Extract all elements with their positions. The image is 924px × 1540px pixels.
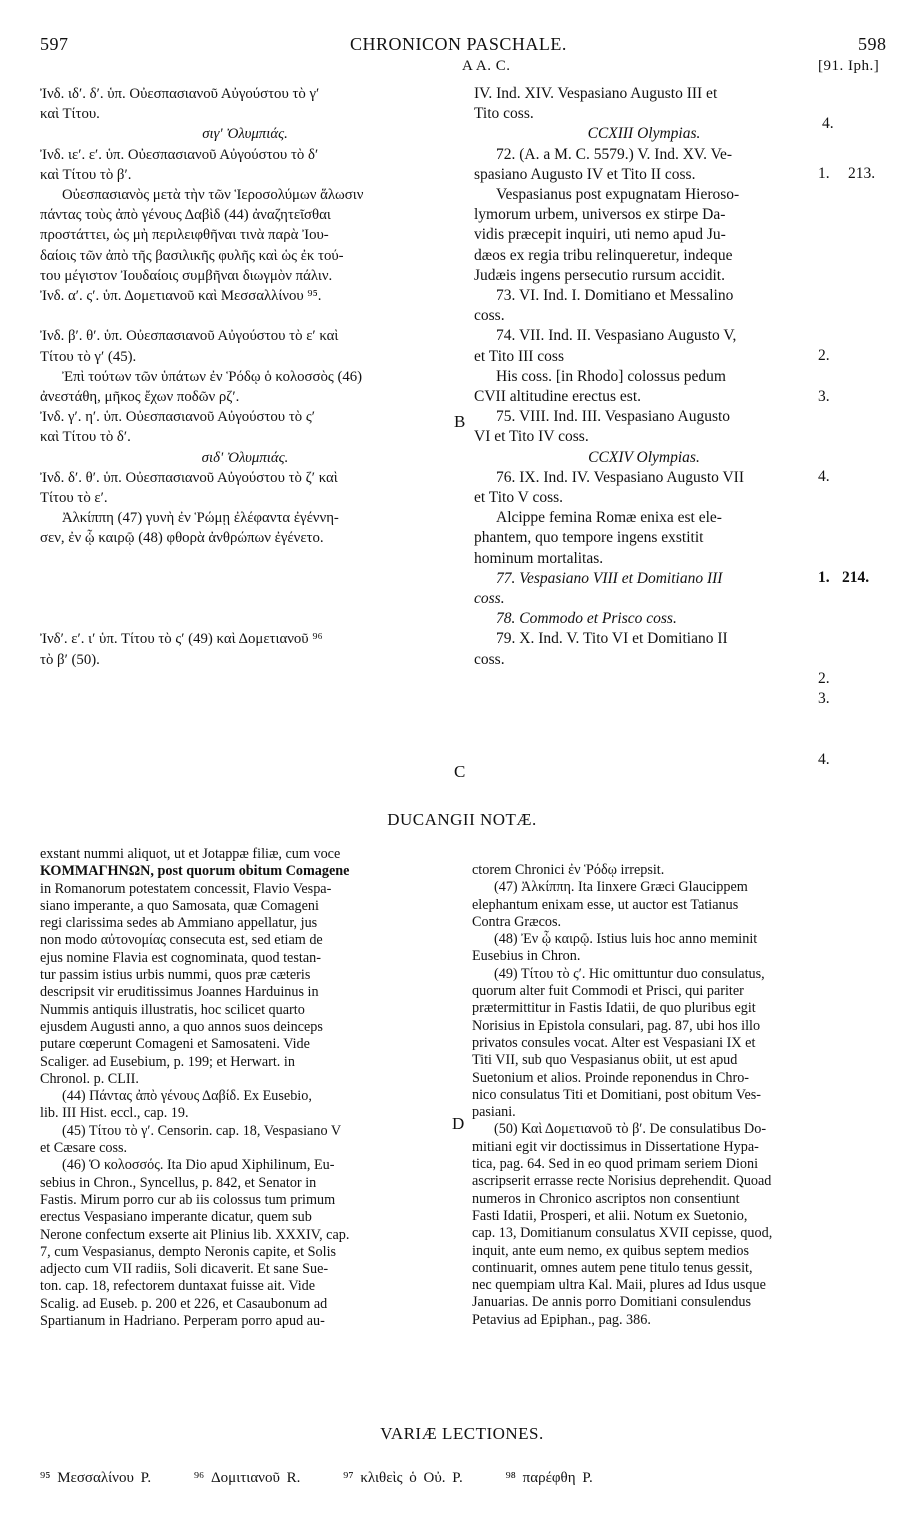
margin-number: 4. <box>822 115 834 132</box>
greek-olympiad-heading: σιγʹ Ὀλυμπιάς. <box>202 126 288 143</box>
note-line: tur passim istius urbis nummi, quos præ cæteris <box>40 967 311 984</box>
greek-line: Ἰνδ. γʹ. ηʹ. ὑπ. Οὐεσπασιανοῦ Αὐγούστου τὸ ςʹ <box>40 409 315 426</box>
greek-line: Ἰνδ. ιεʹ. εʹ. ὑπ. Οὐεσπασιανοῦ Αὐγούστου τὸ δʹ <box>40 146 319 163</box>
note-line: (44) Πάντας ἀπὸ γένους Δαβίδ. Ex Eusebio, <box>62 1088 312 1105</box>
note-line: Januarias. De annis porro Domitiani consulendus <box>472 1294 751 1311</box>
section-letter-d: D <box>452 1114 465 1133</box>
greek-line: Ἰνδ. βʹ. θʹ. ὑπ. Οὐεσπασιανοῦ Αὐγούστου τὸ εʹ καὶ <box>40 328 339 345</box>
note-line: Contra Græcos. <box>472 913 562 930</box>
greek-line: τὸ βʹ (50). <box>40 651 100 668</box>
latin-line: 74. VII. Ind. II. Vespasiano Augusto V, <box>496 327 737 345</box>
latin-line: coss. <box>474 590 505 608</box>
margin-number: 4. <box>818 468 830 485</box>
latin-line: coss. <box>474 650 505 668</box>
latin-line: 73. VI. Ind. I. Domitiano et Messalino <box>496 287 734 305</box>
greek-line: δαίοις τῶν ἀπὸ τῆς βασιλικῆς φυλῆς καὶ ὡς ἐκ τού- <box>40 247 344 264</box>
greek-olympiad-heading: σιδʹ Ὀλυμπιάς. <box>201 449 289 466</box>
latin-line: spasiano Augusto IV et Tito II coss. <box>474 165 696 183</box>
note-line: 7, cum Vespasianus, dempto Neronis capite, et Solis <box>40 1243 337 1260</box>
latin-line: et Tito III coss <box>474 347 564 365</box>
greek-line: Τίτου τὸ γʹ (45). <box>40 348 137 365</box>
latin-line: Vespasianus post expugnatam Hieroso- <box>496 186 740 204</box>
note-line: adjecto cum VII radiis, Soli dicaverit. Et sane Sue- <box>40 1261 329 1278</box>
latin-line: 72. (A. a M. C. 5579.) V. Ind. XV. Ve- <box>496 145 733 163</box>
latin-line: 77. Vespasiano VIII et Domitiano III <box>496 569 723 587</box>
latin-line: IV. Ind. XIV. Vespasiano Augusto III et <box>474 85 718 102</box>
latin-column <box>474 84 814 670</box>
note-line: (45) Τίτου τὸ γʹ. Censorin. cap. 18, Vespasiano V <box>62 1122 342 1139</box>
variae-lectiones-list <box>40 1470 629 1487</box>
latin-line: coss. <box>474 307 505 325</box>
latin-line: Tito coss. <box>474 105 534 123</box>
note-line: non modo αὐτονομίας consecuta est, sed etiam de <box>40 932 323 949</box>
margin-number: 2. <box>818 347 830 364</box>
section-letter-c: C <box>454 762 466 781</box>
note-line: erectus Vespasiano imperante dicatur, quem sub <box>40 1209 312 1226</box>
note-line: cap. 13, Domitianum consulatus XVII cepisse, quod, <box>472 1225 773 1242</box>
latin-line: Judæis ingens persecutio rursum accidit. <box>474 266 725 284</box>
latin-line: CVII altitudine erectus est. <box>474 388 642 406</box>
note-line: nec quempiam ultra Kal. Maii, plures ad Idus usque <box>472 1277 766 1294</box>
note-line: prætermittitur in Fastis Idatii, de quo pluribus egit <box>472 1000 756 1017</box>
greek-line: πάντας τοὺς ἀπὸ γένους Δαβὶδ (44) ἀναζητεῖσθαι <box>40 207 331 224</box>
margin-number: 3. <box>818 388 830 405</box>
note-line: descripsit vir eruditissimus Joannes Harduinus in <box>40 984 319 1001</box>
greek-line: Οὐεσπασιανὸς μετὰ τὴν τῶν Ἱεροσολύμων ἅλωσιν <box>62 187 364 204</box>
note-line: (49) Τίτου τὸ ςʹ. Hic omittuntur duo consulatus, <box>494 965 765 982</box>
greek-line: προστάττει, ὡς μὴ περιλειφθῆναι τινὰ παρὰ Ἰου- <box>40 227 329 244</box>
greek-line <box>40 589 450 609</box>
note-line: lib. III Hist. eccl., cap. 19. <box>40 1105 189 1122</box>
note-line: ejusdem Augusti anno, a quo annos suos deinceps <box>40 1018 323 1035</box>
note-line: mitiani egit vir doctissimus in Dissertatione Hypa- <box>472 1138 759 1155</box>
note-line: regi clarissima sedes ab Ammiano appellatur, jus <box>40 915 318 932</box>
variant-reading: ⁹⁸ παρέφθη P. <box>505 1470 593 1486</box>
note-line: Fasti Idatii, Prosperi, et alii. Notum ex Suetonio, <box>472 1207 748 1224</box>
greek-line <box>40 609 450 629</box>
note-line: (48) Ἐν ᾧ καιρῷ. Istius luis hoc anno meminit <box>494 931 758 948</box>
latin-line: 75. VIII. Ind. III. Vespasiano Augusto <box>496 408 731 426</box>
margin-number: 3. <box>818 690 830 707</box>
margin-number: 1. <box>818 569 830 586</box>
latin-line: phantem, quo tempore ingens exstitit <box>474 529 704 547</box>
greek-line: Τίτου τὸ εʹ. <box>40 490 108 507</box>
page-number-right: 598 <box>858 34 887 54</box>
note-line: Norisius in Epistola consulari, pag. 87, ubi hos illo <box>472 1017 761 1034</box>
latin-line: VI et Tito IV coss. <box>474 428 589 446</box>
note-line: (47) Ἀλκίππη. Ita Iinxere Græci Glaucippem <box>494 879 748 896</box>
greek-line: Ἐπὶ τούτων τῶν ὑπάτων ἐν Ῥόδῳ ὁ κολοσσὸς (46) <box>62 368 363 385</box>
note-line: ton. cap. 18, refectorem duntaxat fuisse ait. Vide <box>40 1278 316 1295</box>
latin-line: 76. IX. Ind. IV. Vespasiano Augusto VII <box>496 468 744 486</box>
latin-line: vidis præcepit inquiri, uti nemo apud Ju- <box>474 226 726 244</box>
latin-line: His coss. [in Rhodo] colossus pedum <box>496 367 726 385</box>
note-line: inquit, ante eum nemo, ex quibus septem medios <box>472 1242 750 1259</box>
note-line: ascripserit errasse recte Norisius deprehendit. Quoad <box>472 1173 772 1190</box>
greek-line: καὶ Τίτου τὸ βʹ. <box>40 166 132 183</box>
latin-olympiad-heading: CCXIV Olympias. <box>588 448 700 466</box>
note-line: in Romanorum potestatem concessit, Flavio Vespa- <box>40 880 332 897</box>
variant-reading: ⁹⁵ Μεσσαλίνου P. <box>40 1470 152 1486</box>
variae-lectiones-title: VARIÆ LECTIONES. <box>380 1424 544 1443</box>
greek-line: καὶ Τίτου τὸ δʹ. <box>40 429 131 446</box>
margin-number: 4. <box>818 751 830 768</box>
note-line: siano imperante, a quo Samosata, quæ Comageni <box>40 897 319 914</box>
note-line: Scalig. ad Euseb. p. 200 et 226, et Casaubonum ad <box>40 1295 328 1312</box>
greek-line: σεν, ἐν ᾧ καιρῷ (48) φθορὰ ἀνθρώπων ἐγένετο. <box>40 530 324 547</box>
greek-line <box>40 569 450 589</box>
notes-left-column <box>40 846 445 1330</box>
margin-year: 214. <box>842 569 870 586</box>
note-line: Chronol. p. CLII. <box>40 1070 139 1087</box>
note-line: tica, pag. 64. Sed in eo quod primam seriem Dioni <box>472 1156 759 1173</box>
note-line: exstant nummi aliquot, ut et Jotappæ filiæ, cum voce <box>40 846 341 862</box>
greek-line: Ἰνδʹ. εʹ. ιʹ ὑπ. Τίτου τὸ ςʹ (49) καὶ Δομετιανοῦ ⁹⁶ <box>40 631 323 648</box>
greek-column <box>40 84 450 670</box>
olympiad-year: [91. Iph.] <box>818 58 880 74</box>
greek-line: Ἰνδ. ιδʹ. δʹ. ὑπ. Οὐεσπασιανοῦ Αὐγούστου τὸ γʹ <box>40 86 320 102</box>
note-line: Nummis antiquis illustratis, hoc scilicet quarto <box>40 1001 305 1018</box>
page-number-left: 597 <box>40 34 69 54</box>
ducange-notes-title: DUCANGII NOTÆ. <box>387 810 537 829</box>
note-line: elephantum enixam esse, ut auctor est Tatianus <box>472 896 739 913</box>
note-line: privatos consules vocat. Alter est Vespasiani IX et <box>472 1034 756 1051</box>
note-line: Fastis. Mirum porro cur ab iis colossus tum primum <box>40 1191 336 1208</box>
note-line: nico consulatus Titi et Domitiani, post obitum Ves- <box>472 1086 762 1103</box>
variant-reading: ⁹⁷ κλιθεὶς ὁ Οὐ. P. <box>343 1470 463 1486</box>
latin-line: dæos ex regia tribu relinqueretur, indeque <box>474 246 733 264</box>
latin-olympiad-heading: CCXIII Olympias. <box>587 125 701 143</box>
greek-line <box>40 306 450 326</box>
note-line: pasiani. <box>472 1104 516 1121</box>
variant-reading: ⁹⁶ Δομιτιανοῦ R. <box>193 1470 301 1486</box>
margin-number: 2. <box>818 670 830 687</box>
note-line: (46) Ὁ κολοσσός. Ita Dio apud Xiphilinum, Eu- <box>62 1157 335 1174</box>
note-line: Petavius ad Epiphan., pag. 386. <box>472 1311 651 1328</box>
greek-line: ἀνεστάθη, μῆκος ἔχων ποδῶν ρζʹ. <box>40 389 240 406</box>
note-line: numeros in Chronico ascriptos non consentiunt <box>472 1190 740 1207</box>
note-line: ΚΟΜΜΑΓΗΝΩΝ, post quorum obitum Comagene <box>40 863 350 880</box>
note-line: sebius in Chron., Syncellus, p. 842, et Senator in <box>40 1174 317 1191</box>
greek-line: καὶ Τίτου. <box>40 106 100 123</box>
note-line: Suetonium et alios. Proinde reponendus in Chro- <box>472 1069 750 1086</box>
greek-line: Ἰνδ. δʹ. θʹ. ὑπ. Οὐεσπασιανοῦ Αὐγούστου τὸ ζʹ καὶ <box>40 469 338 486</box>
note-line: Scaliger. ad Eusebium, p. 199; et Herwart. in <box>40 1053 295 1070</box>
greek-line: του μέγιστον Ἰουδαίοις συμβῆναι διωγμὸν πάλιν. <box>40 267 333 284</box>
margin-number: 1. <box>818 165 830 182</box>
note-line: Nerone confectum exserte ait Plinius lib. XXXIV, cap. <box>40 1226 350 1243</box>
note-line: Spartianum in Hadriano. Perperam porro apud au- <box>40 1313 325 1330</box>
section-letter-b: B <box>454 412 466 431</box>
note-line: (50) Καὶ Δομετιανοῦ τὸ βʹ. De consulatibus Do- <box>494 1121 767 1138</box>
anno-label: A A. C. <box>462 58 511 74</box>
note-line: Eusebius in Chron. <box>472 948 581 965</box>
latin-line: 79. X. Ind. V. Tito VI et Domitiano II <box>496 630 728 648</box>
greek-line: Ἀλκίππη (47) γυνὴ ἐν Ῥώμῃ ἐλέφαντα ἐγέννη- <box>62 510 339 527</box>
greek-line <box>40 549 450 569</box>
notes-right-column <box>472 862 882 1329</box>
greek-line: Ἰνδ. αʹ. ςʹ. ὑπ. Δομετιανοῦ καὶ Μεσσαλλίνου ⁹⁵. <box>40 288 322 305</box>
note-line: continuarit, omnes autem pene titulo tenus gessit, <box>472 1259 753 1276</box>
note-line: ejus nomine Flavia est cognominata, quod testan- <box>40 949 321 966</box>
page-title: CHRONICON PASCHALE. <box>350 34 567 54</box>
note-line: putare cœperunt Comageni et Samosateni. Vide <box>40 1036 310 1053</box>
latin-line: et Tito V coss. <box>474 489 564 507</box>
margin-year: 213. <box>848 165 876 182</box>
latin-line: hominum mortalitas. <box>474 549 604 567</box>
note-line: et Cæsare coss. <box>40 1140 128 1157</box>
latin-line: Alcippe femina Romæ enixa est ele- <box>496 509 722 527</box>
latin-line: 78. Commodo et Prisco coss. <box>496 610 677 628</box>
note-line: Titi VII, sub quo Vespasianus obiit, ut est apud <box>472 1052 738 1069</box>
note-line: quorum alter fuit Commodi et Prisci, qui pariter <box>472 983 744 1000</box>
note-line: ctorem Chronici ἐν Ῥόδῳ irrepsit. <box>472 862 665 878</box>
latin-line: lymorum urbem, universos ex stirpe Da- <box>474 206 726 224</box>
